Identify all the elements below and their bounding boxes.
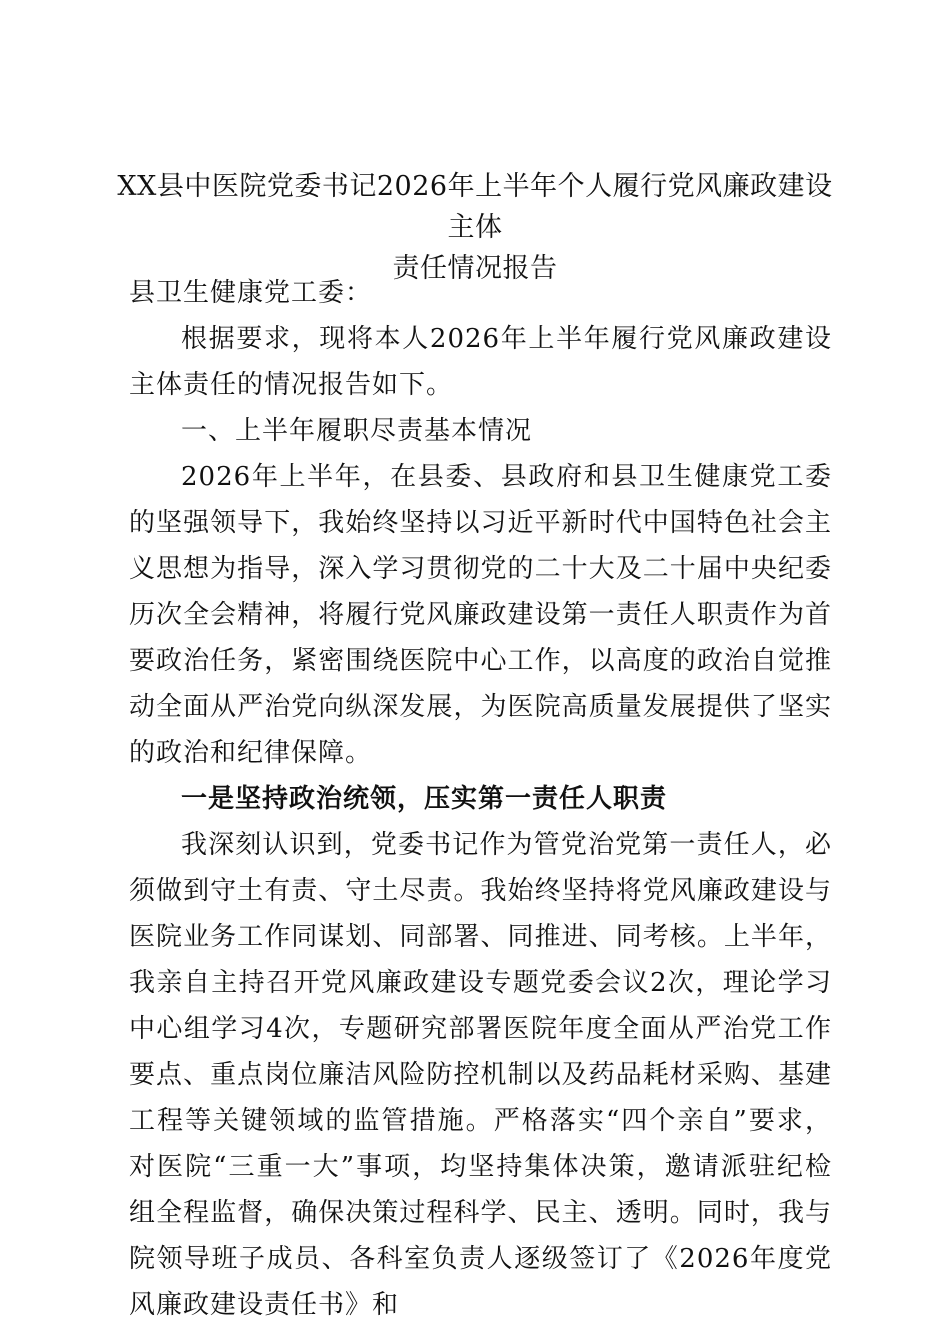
subheading-paragraph-1: 我深刻认识到，党委书记作为管党治党第一责任人，必须做到守土有责、守土尽责。我始终坚持将党风廉政建设与医院业务工作同谋划、同部署、同推进、同考核。上半年，我亲自主持召开党风廉政建设专题党委会议2次，理论学习中心组学习4次，专题研究部署医院年度全面从严治党工作要点、重点岗位廉洁风险防控机制以及药品耗材采购、基建工程等关键领域的监管措施。严格落实“四个亲自”要求，对医院“三重一大”事项，均坚持集体决策，邀请派驻纪检组全程监督，确保决策过程科学、民主、透明。同时，我与院领导班子成员、各科室负责人逐级签订了《2026年度党风廉政建设责任书》和 <box>129 830 832 1320</box>
section-paragraph-1: 2026年上半年，在县委、县政府和县卫生健康党工委的坚强领导下，我始终坚持以习近平新时代中国特色社会主义思想为指导，深入学习贯彻党的二十大及二十届中央纪委历次全会精神，将履行党风廉政建设第一责任人职责作为首要政治任务，紧密围绕医院中心工作，以高度的政治自觉推动全面从严治党向纵深发展，为医院高质量发展提供了坚实的政治和纪律保障。 <box>129 462 832 768</box>
subheading-1: 一是坚持政治统领，压实第一责任人职责 <box>181 784 668 814</box>
intro-paragraph: 根据要求，现将本人2026年上半年履行党风廉政建设主体责任的情况报告如下。 <box>129 324 832 400</box>
salutation: 县卫生健康党工委： <box>129 278 373 308</box>
title-line-2: 责任情况报告 <box>392 253 558 284</box>
section-heading-1: 一、上半年履职尽责基本情况 <box>181 416 533 446</box>
title-line-1: XX县中医院党委书记2026年上半年个人履行党风廉政建设主体 <box>117 171 833 243</box>
document-body <box>129 270 832 1328</box>
